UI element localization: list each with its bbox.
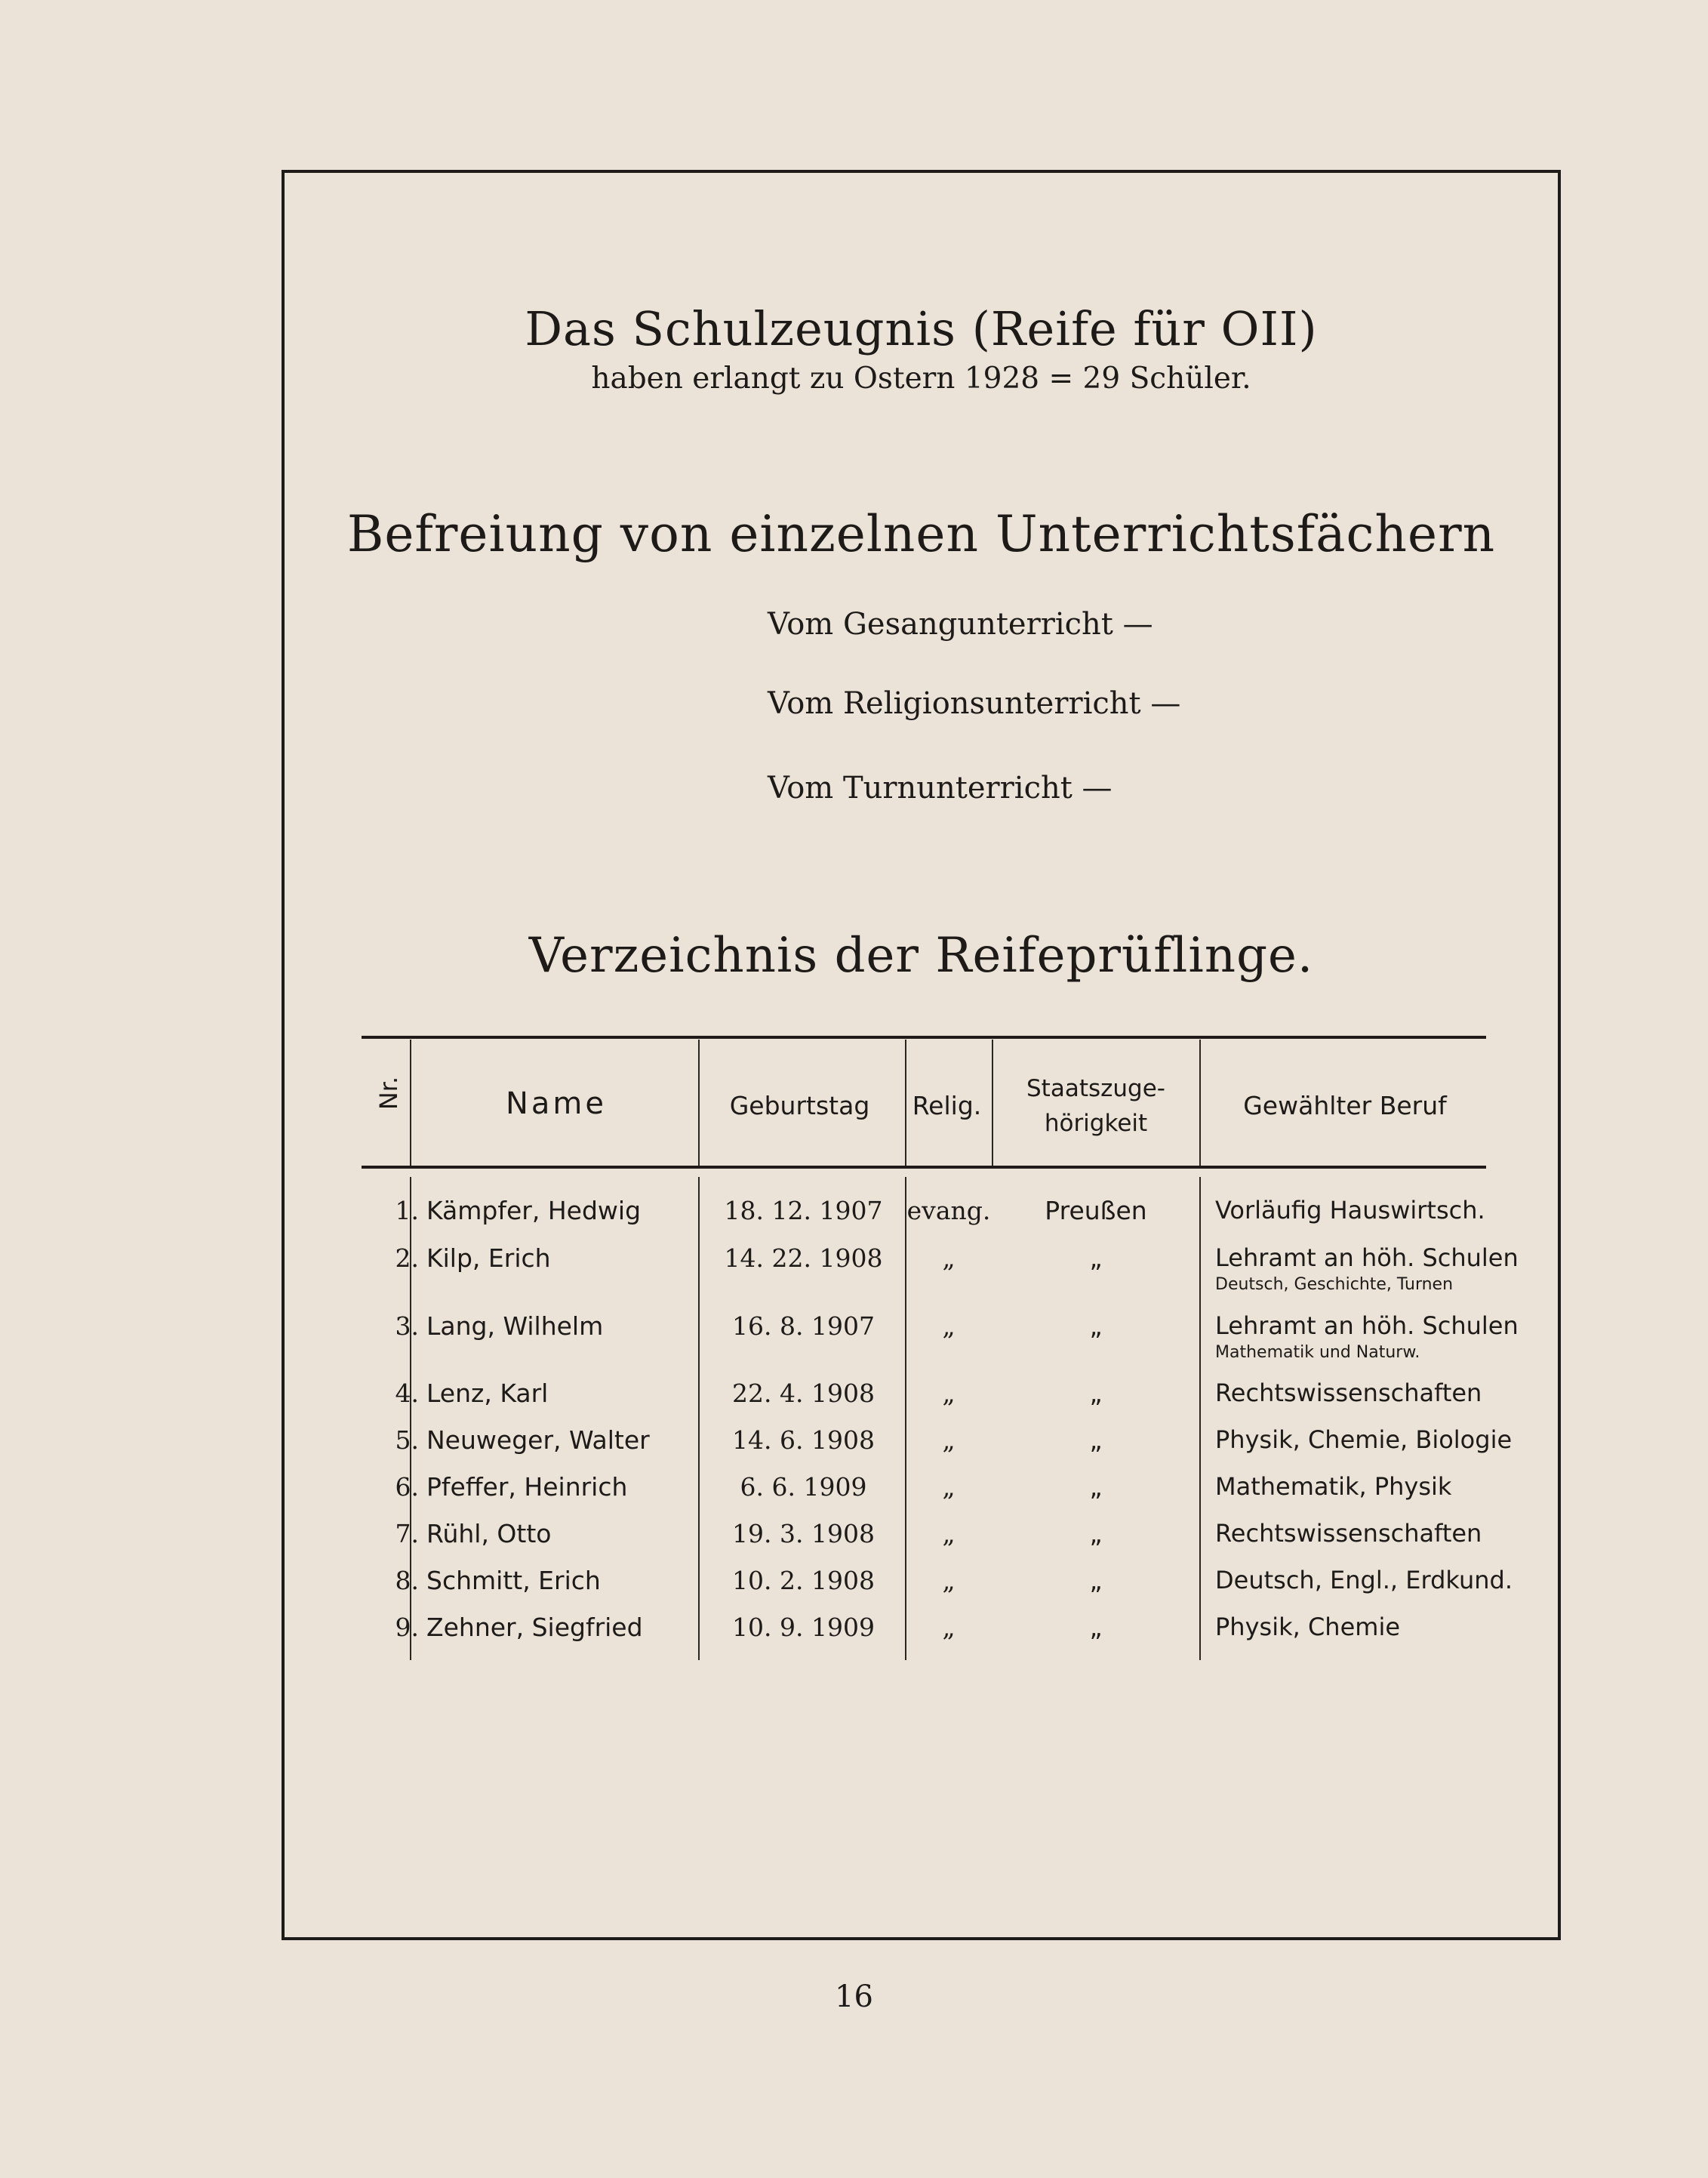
cell-name: Lenz, Karl — [426, 1379, 549, 1408]
cell-birthday: 10. 2. 1908 — [732, 1566, 875, 1595]
header-birthday: Geburtstag — [729, 1091, 870, 1120]
header-religion: Relig. — [912, 1091, 982, 1120]
cell-profession-detail: Mathematik und Naturw. — [1215, 1343, 1420, 1362]
header-name: Name — [505, 1086, 607, 1121]
cell-religion: „ — [942, 1311, 956, 1341]
cell-citizenship: „ — [1089, 1243, 1103, 1273]
cell-citizenship: „ — [1089, 1519, 1103, 1548]
page-title: Das Schulzeugnis (Reife für OII) — [525, 301, 1318, 356]
cell-religion: „ — [942, 1379, 956, 1408]
cell-nr: 8. — [395, 1566, 419, 1595]
cell-name: Rühl, Otto — [426, 1519, 552, 1548]
cell-name: Lang, Wilhelm — [426, 1311, 604, 1341]
cell-religion: „ — [942, 1425, 956, 1455]
register-heading: Verzeichnis der Reifeprüflinge. — [528, 928, 1314, 984]
cell-birthday: 18. 12. 1907 — [724, 1196, 883, 1225]
cell-religion: evang. — [906, 1196, 991, 1225]
header-citizenship — [990, 1071, 1202, 1141]
cell-citizenship: „ — [1089, 1472, 1103, 1502]
header-citizenship-line1: Staatszuge- — [1026, 1075, 1165, 1102]
cell-religion: „ — [942, 1566, 956, 1595]
cell-citizenship: „ — [1089, 1425, 1103, 1455]
cell-religion: „ — [942, 1243, 956, 1273]
header-profession: Gewählter Beruf — [1243, 1091, 1447, 1120]
table-header-rule — [362, 1166, 1486, 1169]
cell-nr: 2. — [395, 1243, 419, 1273]
cell-birthday: 6. 6. 1909 — [740, 1472, 867, 1502]
column-divider — [410, 1040, 411, 1166]
cell-religion: „ — [942, 1519, 956, 1548]
cell-name: Pfeffer, Heinrich — [426, 1472, 628, 1502]
cell-profession: Lehramt an höh. Schulen — [1215, 1311, 1519, 1340]
cell-citizenship: „ — [1089, 1566, 1103, 1595]
cell-profession-detail: Deutsch, Geschichte, Turnen — [1215, 1275, 1454, 1294]
cell-birthday: 14. 6. 1908 — [732, 1425, 875, 1455]
cell-citizenship: „ — [1089, 1311, 1103, 1341]
cell-citizenship: „ — [1089, 1613, 1103, 1642]
cell-birthday: 19. 3. 1908 — [732, 1519, 875, 1548]
cell-profession: Vorläufig Hauswirtsch. — [1215, 1196, 1485, 1225]
cell-citizenship: „ — [1089, 1379, 1103, 1408]
cell-nr: 9. — [395, 1613, 419, 1642]
cell-profession: Physik, Chemie, Biologie — [1215, 1425, 1513, 1454]
cell-name: Kämpfer, Hedwig — [426, 1196, 642, 1225]
cell-nr: 1. — [395, 1196, 419, 1225]
cell-profession: Lehramt an höh. Schulen — [1215, 1243, 1519, 1272]
exemption-gymnastics: Vom Turnunterricht — — [768, 771, 1113, 806]
exemption-heading: Befreiung von einzelnen Unterrichtsfächern — [346, 505, 1496, 563]
cell-profession: Mathematik, Physik — [1215, 1472, 1452, 1501]
page-frame — [282, 170, 1561, 1940]
cell-profession: Physik, Chemie — [1215, 1613, 1401, 1641]
cell-nr: 4. — [395, 1379, 419, 1408]
cell-nr: 5. — [395, 1425, 419, 1455]
cell-citizenship: Preußen — [1045, 1196, 1147, 1225]
cell-birthday: 16. 8. 1907 — [732, 1311, 875, 1341]
cell-name: Zehner, Siegfried — [426, 1613, 643, 1642]
header-nr: Nr. — [374, 1076, 403, 1111]
cell-profession: Rechtswissenschaften — [1215, 1519, 1482, 1548]
cell-name: Neuweger, Walter — [426, 1425, 650, 1455]
cell-nr: 3. — [395, 1311, 419, 1341]
cell-birthday: 14. 22. 1908 — [724, 1243, 883, 1273]
cell-nr: 6. — [395, 1472, 419, 1502]
cell-nr: 7. — [395, 1519, 419, 1548]
cell-profession: Deutsch, Engl., Erdkund. — [1215, 1566, 1513, 1594]
cell-birthday: 22. 4. 1908 — [732, 1379, 875, 1408]
cell-name: Schmitt, Erich — [426, 1566, 601, 1595]
header-citizenship-line2: hörigkeit — [1044, 1110, 1148, 1137]
cell-religion: „ — [942, 1472, 956, 1502]
cell-profession: Rechtswissenschaften — [1215, 1379, 1482, 1407]
exemption-singing: Vom Gesangunterricht — — [768, 607, 1153, 642]
table-top-rule — [362, 1036, 1486, 1039]
cell-name: Kilp, Erich — [426, 1243, 551, 1273]
cell-religion: „ — [942, 1613, 956, 1642]
exemption-religion: Vom Religionsunterricht — — [768, 686, 1181, 721]
cell-birthday: 10. 9. 1909 — [732, 1613, 875, 1642]
page-number: 16 — [835, 1979, 873, 2014]
page-subtitle: haben erlangt zu Ostern 1928 = 29 Schüler. — [591, 362, 1251, 396]
